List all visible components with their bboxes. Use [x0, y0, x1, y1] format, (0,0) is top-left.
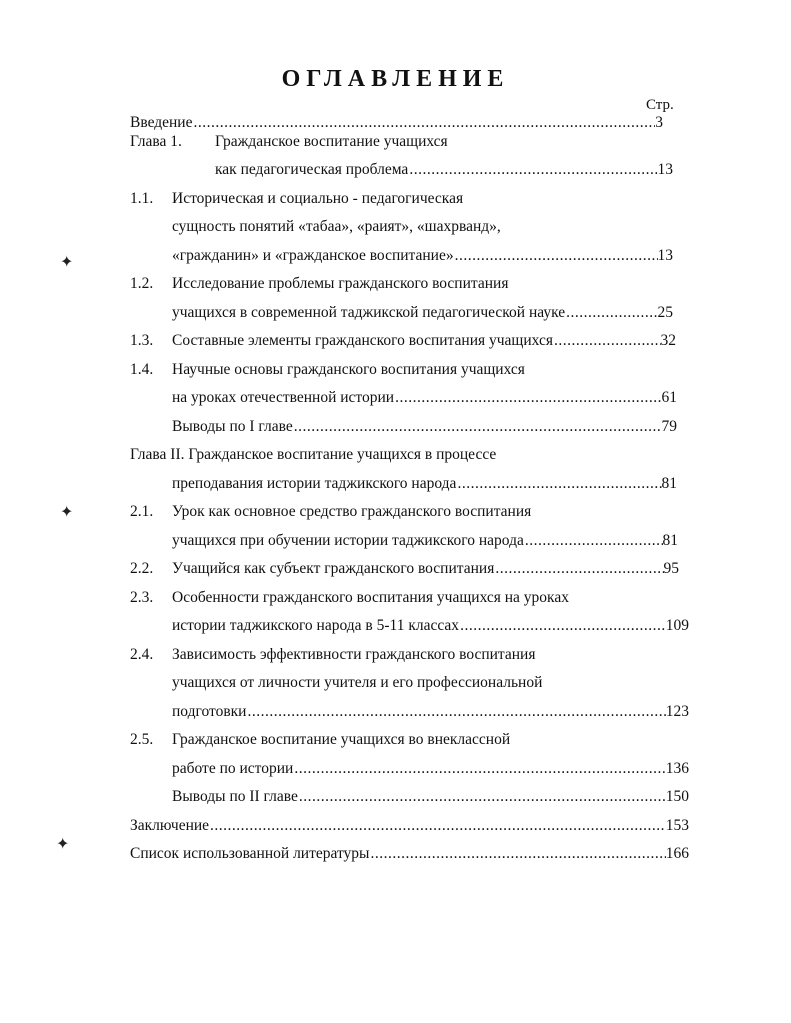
toc-entry-text: Особенности гражданского воспитания учащихся на уроках [172, 589, 569, 606]
toc-entry-number: 2.5. [130, 731, 154, 748]
toc-entry-page: 13 [657, 161, 673, 178]
toc-entry-number: 2.2. [130, 560, 154, 577]
toc-entry-number: 1.4. [130, 361, 154, 378]
toc-entry[interactable] [172, 475, 677, 497]
toc-entry-page: 136 [665, 760, 689, 777]
leader-dots [192, 114, 655, 132]
toc-entry-page: 3 [655, 114, 663, 131]
toc-entry-text: Гражданское воспитание учащихся во внеклассной [172, 731, 511, 748]
toc-entry[interactable] [130, 361, 673, 383]
toc-entry-text: Научные основы гражданского воспитания учащихся [172, 361, 525, 378]
toc-entry-number: 1.1. [130, 190, 154, 207]
toc-entry-text: Зависимость эффективности гражданского воспитания [172, 646, 536, 663]
page-column-label: Стр. [646, 97, 674, 113]
toc-entry-text: на уроках отечественной истории [172, 389, 395, 406]
leader-dots [293, 760, 665, 778]
toc-entry-text: Список использованной литературы [130, 845, 370, 862]
toc-entry-text: Выводы по I главе [172, 418, 293, 435]
toc-entry-page: 150 [665, 788, 689, 805]
toc-entry[interactable] [130, 133, 663, 155]
toc-entry[interactable] [130, 646, 683, 668]
toc-entry-text: преподавания истории таджикского народа [172, 475, 457, 492]
toc-entry-page: 61 [661, 389, 677, 406]
toc-entry-number: 1.3. [130, 332, 154, 349]
toc-entry[interactable] [130, 332, 676, 354]
leader-dots [246, 703, 665, 721]
leader-dots [459, 617, 666, 635]
toc-entry-page: 109 [665, 617, 689, 634]
toc-entry[interactable] [215, 161, 673, 183]
toc-entry-text: сущность понятий «табаа», «раият», «шахрванд», [172, 218, 501, 235]
toc-entry-page: 81 [662, 532, 678, 549]
toc-entry-text: Заключение [130, 817, 210, 834]
leader-dots [209, 817, 666, 835]
toc-entry-text: как педагогическая проблема [215, 161, 409, 178]
leader-dots [456, 475, 661, 493]
toc-entry[interactable] [130, 560, 679, 582]
toc-entry-number: 2.3. [130, 589, 154, 606]
toc-entry-text: истории таджикского народа в 5-11 классах [172, 617, 460, 634]
leader-dots [454, 247, 658, 265]
toc-entry[interactable] [130, 731, 683, 753]
toc-entry-page: 95 [663, 560, 679, 577]
leader-dots [293, 418, 662, 436]
toc-entry[interactable] [172, 532, 678, 554]
toc-entry[interactable] [172, 247, 673, 269]
toc-entry[interactable] [130, 446, 673, 468]
scan-mark: ✦ [60, 254, 74, 271]
toc-entry-page: 153 [665, 817, 689, 834]
toc-entry[interactable] [172, 617, 689, 639]
toc-entry[interactable] [172, 788, 689, 810]
toc-entry[interactable] [130, 275, 673, 297]
toc-entry-text: Составные элементы гражданского воспитания учащихся [172, 332, 553, 349]
toc-entry-text: Глава II. Гражданское воспитание учащихся в процессе [130, 446, 497, 463]
toc-entry[interactable] [130, 190, 673, 212]
toc-entry-number: 2.4. [130, 646, 154, 663]
toc-entry[interactable] [172, 218, 673, 240]
toc-entry[interactable] [172, 418, 677, 440]
toc-entry[interactable] [172, 389, 677, 411]
scan-mark: ✦ [56, 836, 70, 853]
toc-entry-text: Урок как основное средство гражданского воспитания [172, 503, 532, 520]
toc-entry[interactable] [172, 760, 689, 782]
leader-dots [394, 389, 661, 407]
toc-entry-text: учащихся от личности учителя и его профессиональной [172, 674, 543, 691]
toc-entry[interactable] [172, 674, 689, 696]
toc-entry-page: 81 [661, 475, 677, 492]
toc-entry-text: Учащийся как субъект гражданского воспитания [172, 560, 495, 577]
toc-entry[interactable] [130, 817, 689, 839]
toc-entry-number: 2.1. [130, 503, 154, 520]
toc-entry[interactable] [130, 845, 689, 867]
leader-dots [298, 788, 666, 806]
toc-entry-text: Гражданское воспитание учащихся [215, 133, 448, 150]
toc-entry-text: подготовки [172, 703, 247, 720]
toc-entry-text: Исследование проблемы гражданского воспитания [172, 275, 509, 292]
toc-entry-number: Глава 1. [130, 133, 182, 150]
toc-entry-text: Введение [130, 114, 193, 131]
toc-entry[interactable] [130, 503, 673, 525]
toc-entry-text: работе по истории [172, 760, 294, 777]
toc-entry-page: 13 [657, 247, 673, 264]
leader-dots [553, 332, 661, 350]
toc-entry[interactable] [172, 304, 673, 326]
toc-entry-page: 25 [657, 304, 673, 321]
toc-entry-page: 166 [665, 845, 689, 862]
toc-entry[interactable] [130, 589, 683, 611]
leader-dots [565, 304, 657, 322]
toc-entry-page: 123 [665, 703, 689, 720]
page-title: ОГЛАВЛЕНИЕ [281, 66, 510, 92]
toc-entry-text: учащихся в современной таджикской педагогической науке [172, 304, 566, 321]
leader-dots [408, 161, 657, 179]
toc-entry[interactable] [172, 703, 689, 725]
toc-entry-number: 1.2. [130, 275, 154, 292]
toc-entry-text: Выводы по II главе [172, 788, 298, 805]
leader-dots [494, 560, 663, 578]
toc-entry-page: 32 [660, 332, 676, 349]
toc-entry-page: 79 [661, 418, 677, 435]
toc-entry-text: Историческая и социально - педагогическая [172, 190, 464, 207]
leader-dots [369, 845, 665, 863]
toc-entry-text: учащихся при обучении истории таджикского народа [172, 532, 524, 549]
toc-entry-text: «гражданин» и «гражданское воспитание» [172, 247, 454, 264]
leader-dots [524, 532, 663, 550]
scan-mark: ✦ [60, 504, 74, 521]
